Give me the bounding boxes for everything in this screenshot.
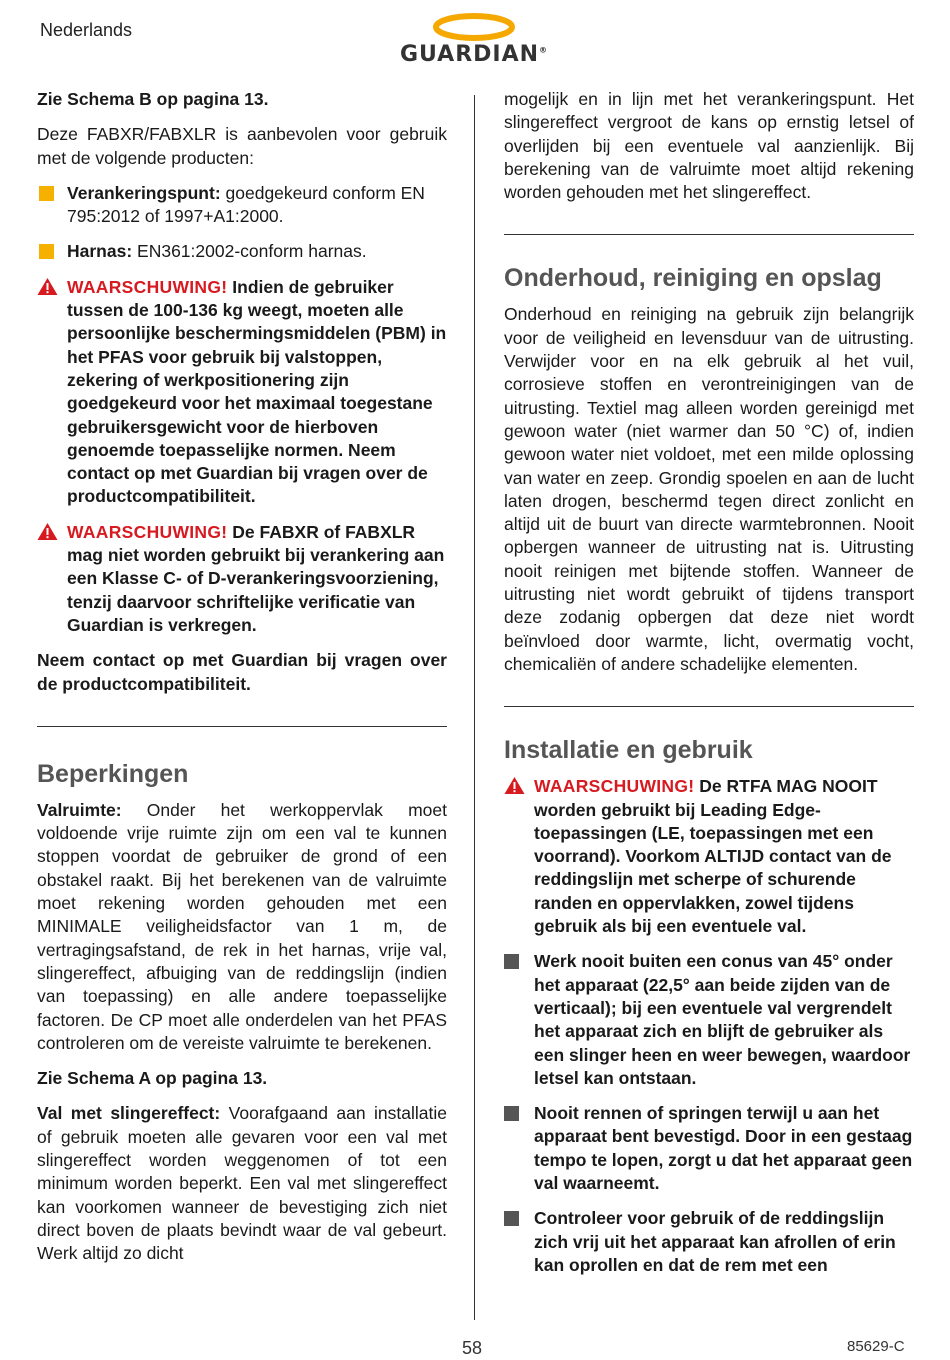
clearance-paragraph (37, 799, 447, 1055)
gray-square-icon (504, 1211, 519, 1226)
document-code: 85629-C (847, 1338, 905, 1355)
schema-b-reference: Zie Schema B op pagina 13. (37, 89, 269, 109)
warning-label: WAARSCHUWING! (67, 521, 228, 542)
contact-paragraph: Neem contact op met Guardian bij vragen over de productcompatibiliteit. (37, 650, 447, 694)
installation-heading: Installatie en gebruik (504, 736, 753, 765)
section-divider (504, 234, 914, 235)
orange-square-icon (39, 244, 54, 259)
bullet-no-running (504, 1102, 914, 1195)
warning-triangle-icon (37, 277, 58, 296)
logo-swoosh-icon (432, 12, 516, 42)
bullet-text: goedgekeurd conform EN 795:2012 of 1997+A1:2000. (67, 182, 425, 227)
warning-anchorage-class (37, 521, 447, 637)
brand-wordmark: GUARDIAN® (399, 42, 549, 67)
bullet-text: Werk nooit buiten een conus van 45° onder het apparaat (22,5° aan beide zijden van de verticaal); bij een eventuele val vergrendelt het apparaat zich en blijft de gebruiker als een slinger heen en weer bewegen, waardoor letsel kan ontstaan. (534, 951, 911, 1088)
bullet-text: EN361:2002-conform harnas. (132, 241, 367, 262)
right-column (504, 88, 914, 1289)
gray-square-icon (504, 1106, 519, 1121)
warning-leading-edge (504, 775, 914, 938)
bullet-check-lifeline (504, 1207, 914, 1277)
orange-square-icon (39, 186, 54, 201)
guardian-logo (384, 12, 564, 68)
bullet-text: Controleer voor gebruik of de reddingslijn zich vrij uit het apparaat kan afrollen of erin kan oprollen en dat de rem met een (534, 1208, 896, 1275)
bullet-harness (37, 240, 447, 263)
clearance-text: Onder het werkoppervlak moet voldoende vrije ruimte zijn om een val te kunnen stoppen voordat de gebruiker de grond of een obstakel raakt. Bij het berekenen van de valruimte moet rekening worden gehouden met een MINIMALE veiligheidsfactor van 1 m, de vertragingsafstand, de rek in het harnas, vrije val, slingereffect, afbuiging van de reddingslijn (indien van toepassing) en alle andere toepasselijke factoren. De CP moet alle onderdelen van het PFAS controleren om de vereiste valruimte te berekenen. (37, 799, 447, 1053)
swing-text: Voorafgaand aan installatie of gebruik moeten alle gevaren voor een val met slingereffect worden weggenomen of tot een minimum worden beperkt. Een val met slingereffect kan voorkomen wanneer de bevestiging zich niet direct boven de plaats bevindt waar de val gebeurt. Werk altijd zo dicht (37, 1103, 447, 1264)
section-divider (504, 706, 914, 707)
warning-label: WAARSCHUWING! (534, 776, 695, 797)
maintenance-paragraph: Onderhoud en reiniging na gebruik zijn belangrijk voor de veiligheid en levensduur van de uitrusting. Verwijder voor en na elk gebruik al het vuil, corrosieve stoffen en verontreinigingen van de uitrusting. Textiel mag alleen worden gereinigd met gewoon water (niet warmer dan 50 °C) of, indien gewoon water niet voldoet, met een milde oplossing van water en zeep. Grondig spoelen en aan de lucht laten drogen, beschermd tegen direct zonlicht en altijd uit de buurt van directe warmtebronnen. Nooit opbergen wanneer de uitrusting nat is. Uitrusting nooit reinigen met bijtende stoffen. Wanneer de uitrusting niet wordt gebruikt of tijdens transport deze zodanig opbergen dat deze niet wordt beïnvloed door warmte, licht, overmatig vocht, chemicaliën of andere schadelijke elementen. (504, 304, 914, 674)
warning-triangle-icon (504, 776, 525, 795)
bullet-label: Harnas: (67, 241, 133, 262)
warning-label: WAARSCHUWING! (67, 276, 228, 297)
bullet-label: Verankeringspunt: (67, 182, 221, 203)
swing-continuation: mogelijk en in lijn met het verankeringspunt. Het slingereffect vergroot de kans op ernstig letsel of overlijden bij een eventuele val aanzienlijk. Bij berekening van de valruimte moet altijd rekening worden gehouden met het slingereffect. (504, 89, 914, 203)
warning-weight (37, 276, 447, 509)
warning-text: Indien de gebruiker tussen de 100-136 kg weegt, moeten alle persoonlijke beschermingsmiddelen (PBM) in het PFAS voor gebruik bij valstoppen, zekering of werkpositionering zijn goedgekeurd voor het maximaal toegestane gebruikersgewicht voor de hierboven genoemde toepasselijke normen. Neem contact op met Guardian bij vragen over de productcompatibiliteit. (67, 276, 447, 507)
intro-paragraph: Deze FABXR/FABXLR is aanbevolen voor gebruik met de volgende producten: (37, 124, 447, 168)
swing-label: Val met slingereffect: (37, 1103, 221, 1124)
warning-text: De RTFA MAG NOOIT worden gebruikt bij Leading Edge-toepassingen (LE, toepassingen met een voorrand). Voorkom ALTIJD contact van de reddingslijn met scherpe of schurende randen en oppervlakken, zowel tijdens gebruik als bij een eventuele val. (534, 776, 892, 937)
language-label: Nederlands (40, 20, 133, 40)
bullet-cone (504, 950, 914, 1090)
swing-paragraph (37, 1102, 447, 1265)
section-divider (37, 726, 447, 727)
maintenance-heading: Onderhoud, reiniging en opslag (504, 264, 882, 293)
limitations-heading: Beperkingen (37, 759, 189, 788)
clearance-label: Valruimte: (37, 799, 122, 820)
warning-text: De FABXR of FABXLR mag niet worden gebruikt bij verankering aan een Klasse C- of D-verankeringsvoorziening, tenzij daarvoor schriftelijke verificatie van Guardian is verkregen. (67, 521, 445, 635)
gray-square-icon (504, 954, 519, 969)
bullet-text: Nooit rennen of springen terwijl u aan het apparaat bent bevestigd. Door in een gestaag tempo te lopen, zorgt u dat het apparaat geen val waarneemt. (534, 1103, 913, 1193)
schema-a-reference: Zie Schema A op pagina 13. (37, 1068, 268, 1089)
warning-triangle-icon (37, 522, 58, 541)
page-number: 58 (462, 1338, 483, 1358)
column-divider (474, 95, 475, 1320)
bullet-anchorage (37, 182, 447, 229)
left-column (37, 88, 447, 1277)
